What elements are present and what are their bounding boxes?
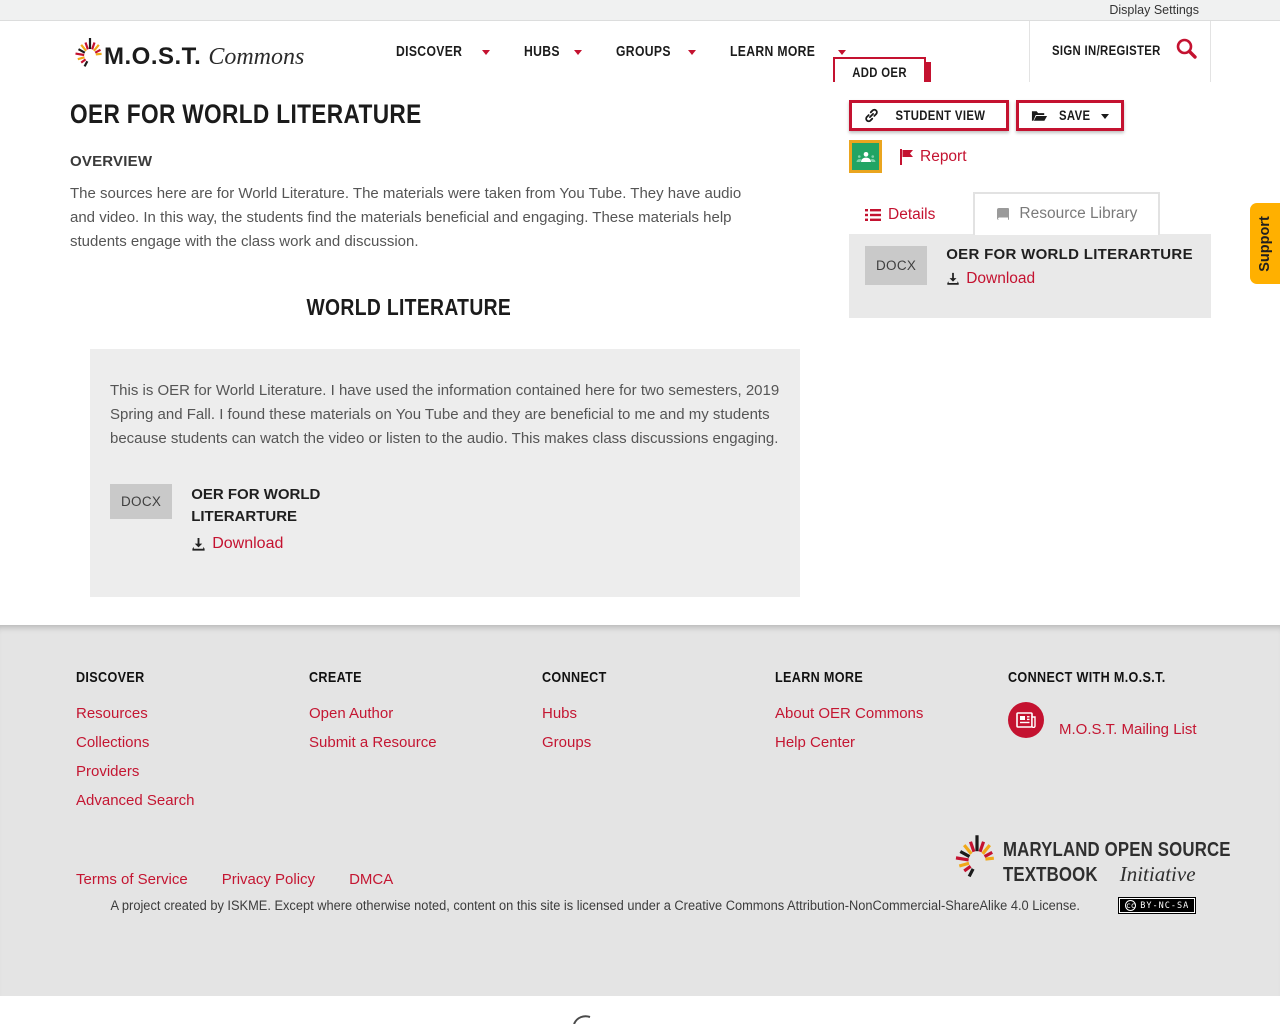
content-box <box>90 349 800 597</box>
link-icon <box>864 108 879 123</box>
header-divider <box>1210 21 1211 82</box>
nav-learn-more[interactable]: LEARN MORE <box>730 44 846 60</box>
nav-discover[interactable]: DISCOVER <box>396 44 490 60</box>
nav-groups[interactable]: GROUPS <box>616 44 696 60</box>
download-link[interactable]: Download <box>191 535 283 553</box>
most-initiative-logo: MARYLAND OPEN SOURCE TEXTBOOK Initiative <box>948 828 1274 888</box>
footer-col-connect-most: CONNECT WITH M.O.S.T. M.O.S.T. Mailing List <box>1008 669 1197 738</box>
add-oer-button[interactable]: ADD OER <box>833 57 926 89</box>
display-settings-link[interactable]: Display Settings <box>1109 3 1199 17</box>
footer-link-privacy[interactable]: Privacy Policy <box>221 871 316 888</box>
header-divider <box>1029 21 1030 82</box>
footer-link-providers[interactable]: Providers <box>76 763 140 780</box>
resource-details <box>0 82 780 597</box>
student-view-button[interactable]: STUDENT VIEW <box>849 100 1009 131</box>
main-content <box>0 82 1280 625</box>
site-header <box>0 21 1280 82</box>
tab-details[interactable]: Details <box>865 206 935 224</box>
flag-icon <box>899 149 914 165</box>
logo-brand-text: M.O.S.T. <box>104 42 202 70</box>
chevron-down-icon <box>482 50 490 55</box>
list-icon <box>865 208 881 222</box>
action-sidebar <box>849 100 1211 318</box>
docx-badge: DOCX <box>110 484 172 519</box>
save-button[interactable]: SAVE <box>1016 100 1124 131</box>
folder-open-icon <box>1031 109 1048 123</box>
overview-heading: OVERVIEW <box>70 153 153 170</box>
google-classroom-button[interactable] <box>849 140 882 173</box>
footer-link-about-oer-commons[interactable]: About OER Commons <box>775 705 924 722</box>
starburst-icon <box>948 828 1006 886</box>
content-heading: WORLD LITERATURE <box>306 294 512 320</box>
download-icon <box>946 272 960 286</box>
chevron-down-icon <box>1101 114 1109 119</box>
site-logo[interactable] <box>70 33 304 71</box>
footer-link-hubs[interactable]: Hubs <box>542 705 578 722</box>
overview-text: The sources here are for World Literature. The materials were taken from You Tube. They have audio and video. In this way, the students find the materials beneficial and engaging. These materials help students engage with the class work and discussion. <box>70 185 742 250</box>
footer-col-discover: DISCOVER Resources Collections Providers Advanced Search <box>76 669 309 809</box>
support-tab[interactable]: Support <box>1250 203 1280 284</box>
page-title: OER FOR WORLD LITERATURE <box>70 99 422 129</box>
resource-card <box>865 246 1195 291</box>
cc-by-nc-sa-badge[interactable]: cc BY-NC-SA <box>1119 898 1195 913</box>
footer-col-create: CREATE Open Author Submit a Resource <box>309 669 542 809</box>
bottom-strip <box>0 996 1280 1024</box>
footer-link-dmca[interactable]: DMCA <box>349 871 394 888</box>
book-icon <box>996 207 1011 222</box>
search-button[interactable] <box>1174 37 1200 63</box>
docx-badge: DOCX <box>865 246 927 285</box>
download-icon <box>191 537 206 552</box>
sign-in-register-link[interactable]: SIGN IN/REGISTER <box>1052 43 1161 58</box>
footer-link-collections[interactable]: Collections <box>76 734 150 751</box>
utility-bar <box>0 0 1280 21</box>
search-icon <box>1175 37 1199 61</box>
logo-suffix-text: Commons <box>208 43 305 70</box>
resource-card <box>110 484 780 557</box>
footer-link-terms[interactable]: Terms of Service <box>76 871 188 888</box>
cc-icon: cc <box>1125 900 1136 910</box>
footer-link-open-author[interactable]: Open Author <box>309 705 394 722</box>
tab-resource-library[interactable]: Resource Library <box>973 192 1160 235</box>
download-link[interactable]: Download <box>946 270 1035 288</box>
license-text: A project created by ISKME. Except where otherwise noted, content on this site is licensed under a Creative Commons Attribution-NonCommercial-ShareAlike 4.0 License. <box>110 898 1080 913</box>
footer-link-groups[interactable]: Groups <box>542 734 592 751</box>
chevron-down-icon <box>574 50 582 55</box>
footer-col-learn-more: LEARN MORE About OER Commons Help Center <box>775 669 1008 809</box>
footer-link-help-center[interactable]: Help Center <box>775 734 856 751</box>
report-link[interactable]: Report <box>899 148 967 166</box>
cropped-logo-fragment <box>572 1014 596 1024</box>
site-footer <box>0 625 1280 996</box>
footer-link-resources[interactable]: Resources <box>76 705 148 722</box>
footer-link-advanced-search[interactable]: Advanced Search <box>76 792 195 809</box>
resource-title: OER FOR WORLD LITERARTURE <box>946 246 1193 263</box>
resource-title: OER FOR WORLD LITERARTURE <box>191 486 321 525</box>
nav-hubs[interactable]: HUBS <box>524 44 582 60</box>
footer-link-submit-resource[interactable]: Submit a Resource <box>309 734 437 751</box>
chevron-down-icon <box>688 50 696 55</box>
chevron-down-icon <box>838 50 846 55</box>
footer-col-connect: CONNECT Hubs Groups <box>542 669 775 809</box>
newspaper-icon <box>1016 712 1036 728</box>
google-classroom-icon <box>855 148 877 166</box>
footer-link-mailing-list[interactable]: M.O.S.T. Mailing List <box>1059 721 1197 738</box>
tab-bar <box>849 194 1211 235</box>
main-nav <box>396 21 880 82</box>
content-text: This is OER for World Literature. I have used the information contained here for two semesters, 2019 Spring and Fall. I found these materials on You Tube and they are beneficial to me and my students because students can watch the video or listen to the audio. This makes class discussions engaging. <box>110 382 780 447</box>
resource-library-panel <box>849 234 1211 318</box>
